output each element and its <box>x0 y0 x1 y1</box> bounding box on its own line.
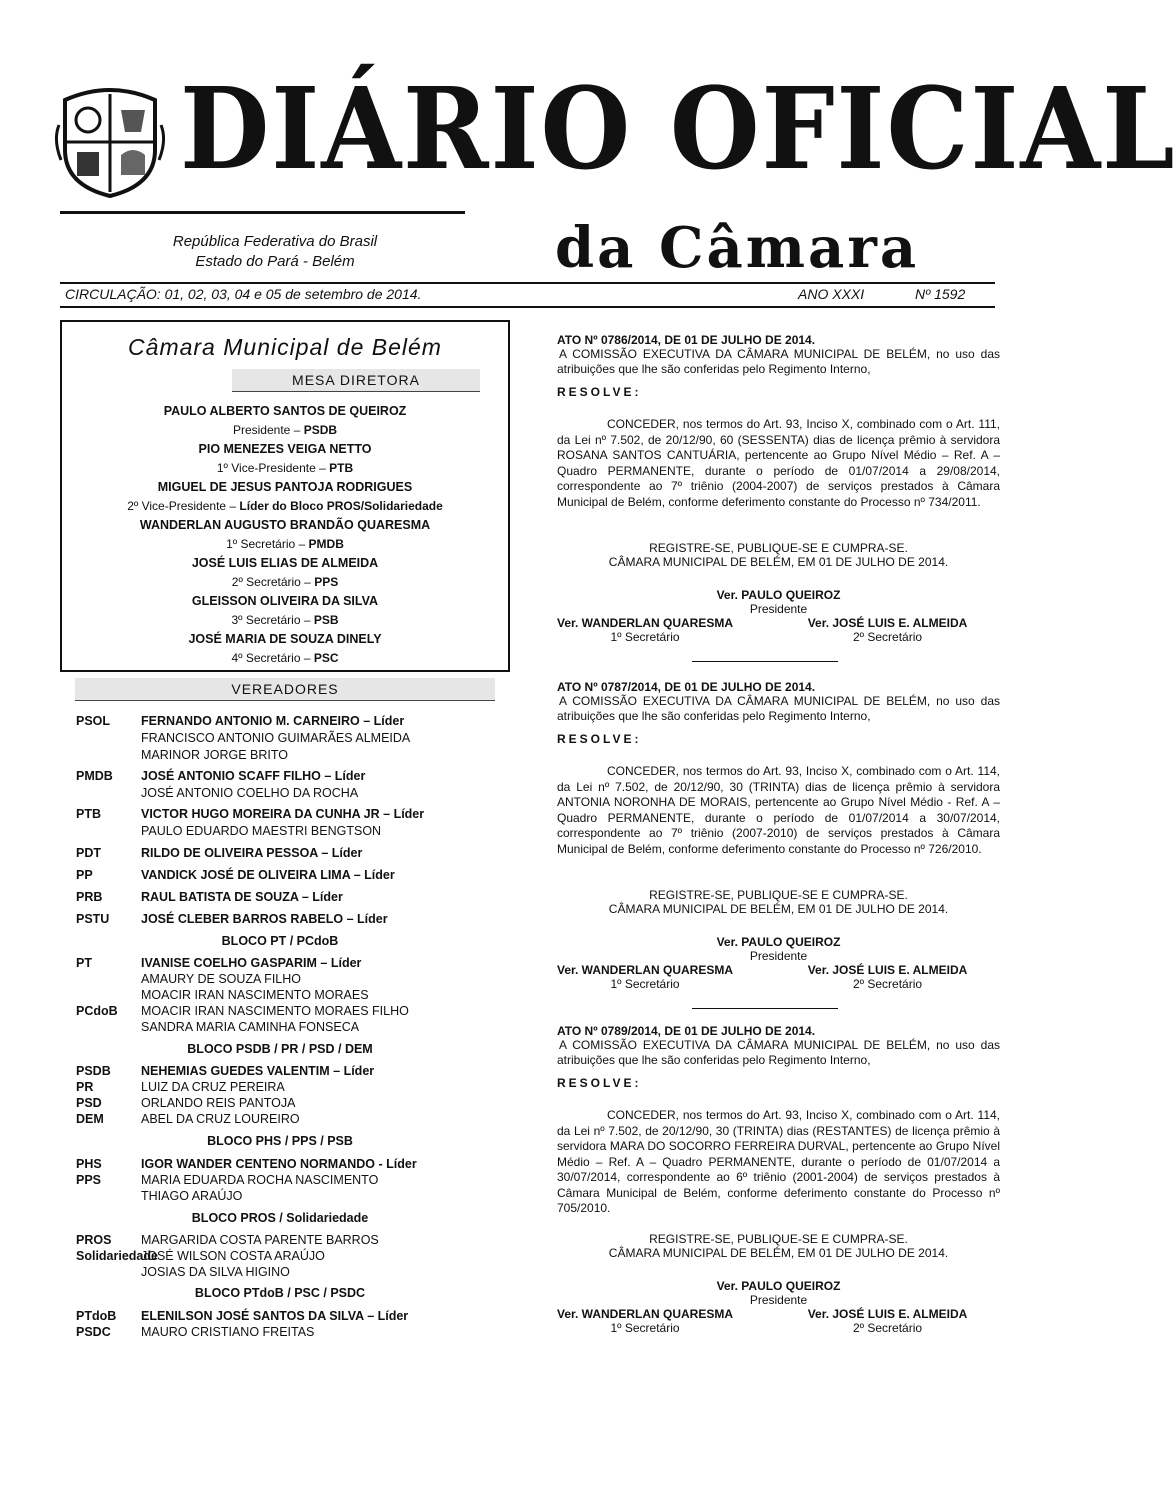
vereador-name: ORLANDO REIS PANTOJA <box>141 1096 296 1110</box>
party-label: PPS <box>76 1173 102 1187</box>
vereador-name: NEHEMIAS GUEDES VALENTIM – Líder <box>141 1064 375 1078</box>
vereador-name: JOSÉ CLEBER BARROS RABELO – Líder <box>141 912 388 926</box>
header-rule-bottom <box>60 306 995 308</box>
circulation-line: CIRCULAÇÃO: 01, 02, 03, 04 e 05 de setembro de 2014. <box>65 286 422 302</box>
coat-of-arms-icon <box>55 80 165 198</box>
bloco-heading: BLOCO PHS / PPS / PSB <box>207 1134 353 1148</box>
party-label: PSD <box>76 1096 102 1110</box>
mesa-member: MIGUEL DE JESUS PANTOJA RODRIGUES 2º Vice-Presidente – Líder do Bloco PROS/Solidariedade <box>127 480 443 513</box>
secretary-1-name: Ver. WANDERLAN QUARESMA <box>556 616 734 630</box>
party-label: PRB <box>76 890 103 904</box>
mesa-member: WANDERLAN AUGUSTO BRANDÃO QUARESMA 1º Secretário – PMDB <box>139 518 431 551</box>
vereador-name: ABEL DA CRUZ LOUREIRO <box>141 1112 300 1126</box>
vereador-name: ELENILSON JOSÉ SANTOS DA SILVA – Líder <box>141 1309 409 1323</box>
vereador-name: JOSÉ ANTONIO SCAFF FILHO – Líder <box>141 769 366 783</box>
bloco-heading: BLOCO PROS / Solidariedade <box>191 1211 369 1225</box>
vereador-name: MAURO CRISTIANO FREITAS <box>141 1325 315 1339</box>
act-registre: REGISTRE-SE, PUBLIQUE-SE E CUMPRA-SE. <box>649 1232 908 1246</box>
vereador-name: IVANISE COELHO GASPARIM – Líder <box>141 956 362 970</box>
masthead-title: DIÁRIO OFICIAL <box>180 64 1176 195</box>
secretary-2-name: Ver. JOSÉ LUIS E. ALMEIDA <box>807 616 968 630</box>
act-intro: A COMISSÃO EXECUTIVA DA CÂMARA MUNICIPAL DE BELÉM, no uso das atribuições que lhe são conferidas pelo Regimento Interno, <box>557 694 1000 723</box>
secretary-1-name: Ver. WANDERLAN QUARESMA <box>556 963 734 977</box>
party-label: PDT <box>76 846 101 860</box>
vereador-name: AMAURY DE SOUZA FILHO <box>141 972 301 986</box>
act-title: ATO Nº 0789/2014, DE 01 DE JULHO DE 2014. <box>557 1024 816 1038</box>
act-resolve: RESOLVE: <box>557 385 642 399</box>
act-body: CONCEDER, nos termos do Art. 93, Inciso X, combinado com o Art. 111, da Lei nº 7.502, de 20/12/90, 60 (SESSENTA) dias de licença prêmio à servidora ROSANA SANTOS CANTUÁRIA, pertencente ao Grupo Nível Médio – Ref. A – Quadro PERMANENTE, durante o período de 01/07/2014 a 29/08/2014, correspondente ao 7º triênio (2004-2007) de serviços prestados à Câmara Municipal de Belém, conforme deferimento constante do Processo nº 734/2011. <box>557 417 1000 509</box>
party-label: PSTU <box>76 912 110 926</box>
act-intro: A COMISSÃO EXECUTIVA DA CÂMARA MUNICIPAL DE BELÉM, no uso das atribuições que lhe são conferidas pelo Regimento Interno, <box>557 1038 1000 1067</box>
vereador-name: IGOR WANDER CENTENO NORMANDO - Líder <box>141 1157 417 1171</box>
party-label: PHS <box>76 1157 102 1171</box>
party-label: PT <box>76 956 92 970</box>
masthead-rule <box>60 211 465 214</box>
vereador-name: VICTOR HUGO MOREIRA DA CUNHA JR – Líder <box>141 807 425 821</box>
secretary-2-role: 2º Secretário <box>852 977 923 991</box>
header-rule-top <box>60 282 995 284</box>
issue-number: Nº 1592 <box>915 286 966 302</box>
act-divider <box>692 661 838 662</box>
president-name: Ver. PAULO QUEIROZ <box>716 588 841 602</box>
vereador-name: MARIA EDUARDA ROCHA NASCIMENTO <box>141 1173 379 1187</box>
secretary-2-role: 2º Secretário <box>852 630 923 644</box>
masthead-subtitle: da Câmara <box>555 215 920 281</box>
vereador-name: JOSIAS DA SILVA HIGINO <box>141 1265 290 1279</box>
vereador-name: JOSÉ ANTONIO COELHO DA ROCHA <box>141 786 359 800</box>
secretary-1-name: Ver. WANDERLAN QUARESMA <box>556 1307 734 1321</box>
party-label: Solidariedade <box>76 1249 158 1263</box>
act-resolve: RESOLVE: <box>557 1076 642 1090</box>
secretary-2-name: Ver. JOSÉ LUIS E. ALMEIDA <box>807 1307 968 1321</box>
secretary-1-role: 1º Secretário <box>610 630 680 644</box>
vereador-name: SANDRA MARIA CAMINHA FONSECA <box>141 1020 360 1034</box>
act-place: CÂMARA MUNICIPAL DE BELÉM, EM 01 DE JULHO DE 2014. <box>608 1246 949 1260</box>
vereador-name: MARINOR JORGE BRITO <box>141 748 289 762</box>
mesa-diretora-box <box>60 320 510 672</box>
party-label: PSOL <box>76 714 111 728</box>
party-label: PROS <box>76 1233 112 1247</box>
act-title: ATO Nº 0787/2014, DE 01 DE JULHO DE 2014. <box>557 680 816 694</box>
party-label: PCdoB <box>76 1004 118 1018</box>
republic-line <box>110 232 440 272</box>
republic-line-1: República Federativa do Brasil <box>172 233 378 250</box>
party-label: PP <box>76 868 93 882</box>
masthead <box>55 64 1176 200</box>
act-body: CONCEDER, nos termos do Art. 93, Inciso X, combinado com o Art. 114, da Lei nº 7.502, de 20/12/90, 30 (TRINTA) dias (RESTANTES) de licença prêmio à servidora MARA DO SOCORRO FERREIRA DURVAL, pertencente ao Grupo Nível Médio – Ref. A – Quadro PERMANENTE, durante o período de 01/07/2014 a 30/07/2014, correspondente ao 6º triênio (2001-2004) de serviços prestados à Câmara Municipal de Belém, conforme deferimento constante do Processo nº 705/2010. <box>557 1108 1000 1215</box>
secretary-1-role: 1º Secretário <box>610 1321 680 1335</box>
mesa-member: PAULO ALBERTO SANTOS DE QUEIROZ Presidente – PSDB <box>163 404 407 437</box>
party-label: PMDB <box>76 769 113 783</box>
secretary-2-role: 2º Secretário <box>852 1321 923 1335</box>
act-place: CÂMARA MUNICIPAL DE BELÉM, EM 01 DE JULHO DE 2014. <box>608 555 949 569</box>
secretary-2-name: Ver. JOSÉ LUIS E. ALMEIDA <box>807 963 968 977</box>
chamber-title: Câmara Municipal de Belém <box>128 334 442 360</box>
vereador-name: FERNANDO ANTONIO M. CARNEIRO – Líder <box>141 714 405 728</box>
vereador-name: THIAGO ARAÚJO <box>141 1189 243 1203</box>
act-resolve: RESOLVE: <box>557 732 642 746</box>
act-registre: REGISTRE-SE, PUBLIQUE-SE E CUMPRA-SE. <box>649 541 908 555</box>
mesa-member: PIO MENEZES VEIGA NETTO 1º Vice-Presidente – PTB <box>198 442 372 475</box>
mesa-list <box>62 402 508 668</box>
bloco-heading: BLOCO PTdoB / PSC / PSDC <box>194 1286 366 1300</box>
vereador-name: PAULO EDUARDO MAESTRI BENGTSON <box>141 824 382 838</box>
mesa-diretora-heading: MESA DIRETORA <box>232 369 480 392</box>
mesa-member: JOSÉ LUIS ELIAS DE ALMEIDA 2º Secretário – PPS <box>191 556 379 589</box>
mesa-member: JOSÉ MARIA DE SOUZA DINELY 4º Secretário – PSC <box>188 632 382 665</box>
act-divider <box>692 1008 838 1009</box>
act-title: ATO Nº 0786/2014, DE 01 DE JULHO DE 2014. <box>557 333 816 347</box>
vereador-name: RAUL BATISTA DE SOUZA – Líder <box>141 890 343 904</box>
year-label: ANO XXXI <box>798 286 865 302</box>
act-place: CÂMARA MUNICIPAL DE BELÉM, EM 01 DE JULHO DE 2014. <box>608 902 949 916</box>
mesa-member: GLEISSON OLIVEIRA DA SILVA 3º Secretário – PSB <box>191 594 379 627</box>
republic-line-2: Estado do Pará - Belém <box>195 253 355 270</box>
president-role: Presidente <box>749 602 808 616</box>
vereador-name: MOACIR IRAN NASCIMENTO MORAES FILHO <box>141 1004 409 1018</box>
vereador-name: MOACIR IRAN NASCIMENTO MORAES <box>141 988 369 1002</box>
vereador-name: RILDO DE OLIVEIRA PESSOA – Líder <box>141 846 363 860</box>
act-intro: A COMISSÃO EXECUTIVA DA CÂMARA MUNICIPAL DE BELÉM, no uso das atribuições que lhe são conferidas pelo Regimento Interno, <box>557 347 1000 376</box>
vereador-name: JOSÉ WILSON COSTA ARAÚJO <box>141 1249 325 1263</box>
vereador-name: LUIZ DA CRUZ PEREIRA <box>141 1080 285 1094</box>
secretary-1-role: 1º Secretário <box>610 977 680 991</box>
party-label: PSDC <box>76 1325 111 1339</box>
vereador-name: FRANCISCO ANTONIO GUIMARÃES ALMEIDA <box>141 731 411 745</box>
party-label: PSDB <box>76 1064 111 1078</box>
party-label: PR <box>76 1080 94 1094</box>
president-name: Ver. PAULO QUEIROZ <box>716 1279 841 1293</box>
vereador-name: MARGARIDA COSTA PARENTE BARROS <box>141 1233 379 1247</box>
bloco-heading: BLOCO PT / PCdoB <box>221 934 339 948</box>
party-label: PTB <box>76 807 101 821</box>
vereadores-heading: VEREADORES <box>75 678 495 701</box>
party-label: PTdoB <box>76 1309 117 1323</box>
vereador-name: VANDICK JOSÉ DE OLIVEIRA LIMA – Líder <box>141 868 395 882</box>
party-label: DEM <box>76 1112 104 1126</box>
president-name: Ver. PAULO QUEIROZ <box>716 935 841 949</box>
act-registre: REGISTRE-SE, PUBLIQUE-SE E CUMPRA-SE. <box>649 888 908 902</box>
president-role: Presidente <box>749 949 808 963</box>
bloco-heading: BLOCO PSDB / PR / PSD / DEM <box>187 1042 373 1056</box>
act-body: CONCEDER, nos termos do Art. 93, Inciso X, combinado com o Art. 114, da Lei nº 7.502, de 20/12/90, 30 (TRINTA) dias de licença prêmio à servidora ANTONIA NORONHA DE MORAIS, pertencente ao Grupo Nível Médio - Ref. A – Quadro PERMANENTE, durante o período de 01/07/2014 a 30/07/2014, correspondente ao 7º triênio (2007-2010) de serviços prestados à Câmara Municipal de Belém, conforme deferimento constante do Processo nº 726/2010. <box>557 764 1000 856</box>
president-role: Presidente <box>749 1293 808 1307</box>
